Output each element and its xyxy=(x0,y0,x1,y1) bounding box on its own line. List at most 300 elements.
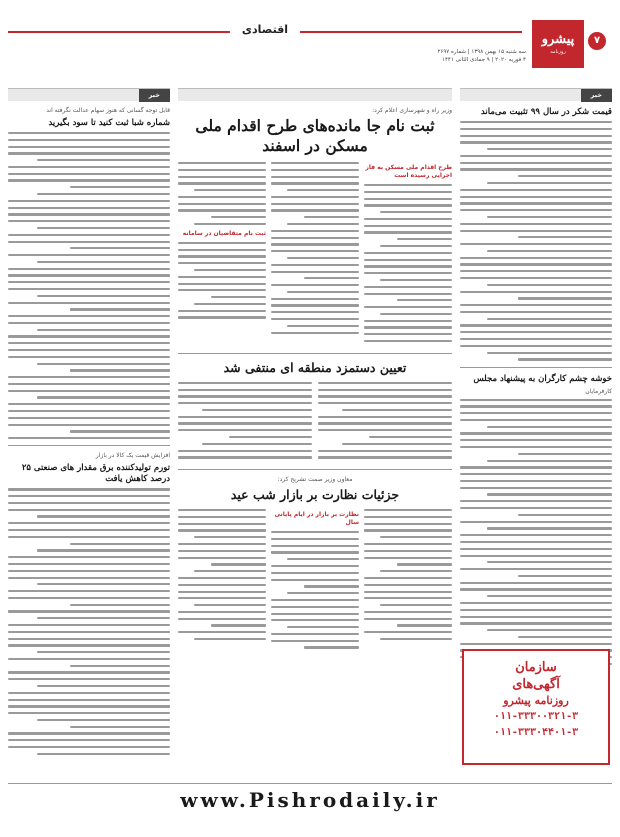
text-line xyxy=(460,291,612,293)
text-line xyxy=(178,456,312,458)
text-line xyxy=(271,298,359,300)
ad-title: سازمان xyxy=(515,660,557,675)
text-line xyxy=(460,568,612,570)
text-line xyxy=(229,436,312,438)
text-line xyxy=(37,193,170,195)
text-line xyxy=(8,146,170,148)
text-line xyxy=(178,509,266,511)
text-line xyxy=(178,316,266,318)
text-line xyxy=(369,436,452,438)
housing-highlight-2: ثبت نام متقاضیان در سامانه xyxy=(182,229,266,237)
text-line xyxy=(70,308,170,310)
text-line xyxy=(364,611,452,613)
text-line xyxy=(37,159,170,161)
text-line xyxy=(518,636,612,638)
text-line xyxy=(318,402,452,404)
text-line xyxy=(460,432,612,434)
text-line xyxy=(318,382,452,384)
text-line xyxy=(271,531,359,533)
text-line xyxy=(364,259,452,261)
sugar-price-headline[interactable]: قیمت شکر در سال ۹۹ تثبیت می‌ماند xyxy=(480,107,612,117)
text-line xyxy=(8,746,170,748)
text-line xyxy=(178,618,266,620)
text-line xyxy=(8,179,170,181)
text-line xyxy=(364,225,452,227)
text-line xyxy=(178,310,266,312)
text-line xyxy=(37,329,170,331)
text-line xyxy=(178,577,266,579)
text-line xyxy=(397,624,452,626)
text-line xyxy=(271,243,359,245)
news-tag-bar xyxy=(460,88,612,101)
text-line xyxy=(271,209,359,211)
text-line xyxy=(460,121,612,123)
text-line xyxy=(271,579,359,581)
text-line xyxy=(380,604,452,606)
text-line xyxy=(460,555,612,557)
text-line xyxy=(364,597,452,599)
text-line xyxy=(287,291,359,293)
text-line xyxy=(178,597,266,599)
text-line xyxy=(364,252,452,254)
text-line xyxy=(271,311,359,313)
text-line xyxy=(8,502,170,504)
text-line xyxy=(8,356,170,358)
text-line xyxy=(8,705,170,707)
text-line xyxy=(194,189,266,191)
text-line xyxy=(8,390,170,392)
text-line xyxy=(364,516,452,518)
text-line xyxy=(178,591,266,593)
text-line xyxy=(364,591,452,593)
text-line xyxy=(287,189,359,191)
text-line xyxy=(8,288,170,290)
text-line xyxy=(460,602,612,604)
text-line xyxy=(460,622,612,624)
text-line xyxy=(8,536,170,538)
section-bar xyxy=(8,20,522,44)
text-line xyxy=(397,238,452,240)
text-line xyxy=(271,545,359,547)
text-line xyxy=(460,311,612,313)
text-line xyxy=(178,242,266,244)
text-line xyxy=(37,753,170,755)
mid-top-rule xyxy=(178,88,452,101)
text-line xyxy=(460,189,612,191)
text-line xyxy=(178,516,266,518)
text-line xyxy=(364,529,452,531)
text-line xyxy=(364,198,452,200)
text-line xyxy=(37,583,170,585)
text-line xyxy=(318,429,452,431)
text-line xyxy=(37,261,170,263)
logo-text: پیشرو xyxy=(541,32,575,47)
text-line xyxy=(287,626,359,628)
text-line xyxy=(8,322,170,324)
text-line xyxy=(70,665,170,667)
text-line xyxy=(364,631,452,633)
text-line xyxy=(194,638,266,640)
text-line xyxy=(271,176,359,178)
text-line xyxy=(8,529,170,531)
text-line xyxy=(518,575,612,577)
text-line xyxy=(37,549,170,551)
text-line xyxy=(460,473,612,475)
text-line xyxy=(8,437,170,439)
text-line xyxy=(287,592,359,594)
text-line xyxy=(364,509,452,511)
text-line xyxy=(271,332,359,334)
shares-kicker: قابل توجه گسانی که هنوز سهام عدالت نگرفته اند xyxy=(46,107,170,114)
text-line xyxy=(460,324,612,326)
text-line xyxy=(460,223,612,225)
text-line xyxy=(8,315,170,317)
text-line xyxy=(8,281,170,283)
text-line xyxy=(8,624,170,626)
text-line xyxy=(271,619,359,621)
text-line xyxy=(8,342,170,344)
text-line xyxy=(380,245,452,247)
text-line xyxy=(364,218,452,220)
text-line xyxy=(178,169,266,171)
divider xyxy=(178,353,452,354)
text-line xyxy=(487,182,612,184)
text-line xyxy=(202,409,312,411)
text-line xyxy=(518,453,612,455)
left-column xyxy=(8,88,170,755)
text-line xyxy=(178,523,266,525)
text-line xyxy=(37,295,170,297)
text-line xyxy=(460,507,612,509)
text-line xyxy=(8,417,170,419)
text-line xyxy=(271,196,359,198)
text-line xyxy=(8,495,170,497)
text-line xyxy=(460,135,612,137)
text-line xyxy=(194,303,266,305)
text-line xyxy=(460,277,612,279)
text-line xyxy=(460,541,612,543)
text-line xyxy=(364,523,452,525)
text-line xyxy=(70,186,170,188)
text-line xyxy=(8,139,170,141)
newspaper-logo[interactable] xyxy=(532,20,584,68)
text-line xyxy=(70,430,170,432)
text-line xyxy=(287,223,359,225)
text-line xyxy=(304,216,359,218)
text-line xyxy=(37,515,170,517)
text-line xyxy=(271,613,359,615)
housing-kicker: وزیر راه و شهرسازی اعلام کرد: xyxy=(372,107,452,114)
text-line xyxy=(178,203,266,205)
text-line xyxy=(211,563,266,565)
text-line xyxy=(460,345,612,347)
text-line xyxy=(364,272,452,274)
inflation-headline[interactable]: تورم تولیدکننده برق مقدار های صنعتی ۲۵ درصد کاهش یافت xyxy=(21,463,170,485)
text-line xyxy=(460,439,612,441)
text-line xyxy=(487,148,612,150)
ad-title-2: آگهی‌های xyxy=(512,677,560,692)
text-line xyxy=(460,196,612,198)
text-line xyxy=(37,685,170,687)
text-line xyxy=(8,268,170,270)
text-line xyxy=(70,369,170,371)
section-title: اقتصادی xyxy=(230,23,300,36)
website-url[interactable]: www.Pishrodaily.ir xyxy=(8,783,612,815)
text-line xyxy=(8,638,170,640)
text-line xyxy=(518,297,612,299)
text-line xyxy=(364,550,452,552)
text-line xyxy=(460,168,612,170)
inflation-body xyxy=(8,488,170,755)
text-line xyxy=(380,211,452,213)
divider xyxy=(178,469,452,470)
text-line xyxy=(8,563,170,565)
text-line xyxy=(8,213,170,215)
text-line xyxy=(37,617,170,619)
text-line xyxy=(178,382,312,384)
text-line xyxy=(380,570,452,572)
text-line xyxy=(178,289,266,291)
text-line xyxy=(460,209,612,211)
text-line xyxy=(271,230,359,232)
text-line xyxy=(8,424,170,426)
text-line xyxy=(211,296,266,298)
text-line xyxy=(487,629,612,631)
text-line xyxy=(178,276,266,278)
text-line xyxy=(487,318,612,320)
text-line xyxy=(460,331,612,333)
text-line xyxy=(8,699,170,701)
text-line xyxy=(287,257,359,259)
text-line xyxy=(364,320,452,322)
text-line xyxy=(8,522,170,524)
text-line xyxy=(380,638,452,640)
text-line xyxy=(487,527,612,529)
text-line xyxy=(487,284,612,286)
text-line xyxy=(8,671,170,673)
text-line xyxy=(364,333,452,335)
text-line xyxy=(178,631,266,633)
text-line xyxy=(202,443,312,445)
text-line xyxy=(178,162,266,164)
text-line xyxy=(8,383,170,385)
text-line xyxy=(8,152,170,154)
text-line xyxy=(37,651,170,653)
text-line xyxy=(318,456,452,458)
text-line xyxy=(178,389,312,391)
text-line xyxy=(8,166,170,168)
text-line xyxy=(8,403,170,405)
text-line xyxy=(8,610,170,612)
text-line xyxy=(460,230,612,232)
text-line xyxy=(460,609,612,611)
text-line xyxy=(460,263,612,265)
text-line xyxy=(271,572,359,574)
text-line xyxy=(8,631,170,633)
text-line xyxy=(364,340,452,342)
text-line xyxy=(518,514,612,516)
news-tag: خبر xyxy=(581,89,612,102)
text-line xyxy=(271,264,359,266)
ad-phone-1[interactable]: ۰۱۱-۳۳۳۰۰۳۲۱-۳ xyxy=(493,711,579,722)
text-line xyxy=(460,548,612,550)
text-line xyxy=(460,162,612,164)
text-line xyxy=(271,250,359,252)
text-line xyxy=(8,274,170,276)
text-line xyxy=(178,557,266,559)
text-line xyxy=(37,719,170,721)
text-line xyxy=(487,595,612,597)
market-body xyxy=(178,509,452,653)
text-line xyxy=(178,283,266,285)
text-line xyxy=(178,402,312,404)
text-line xyxy=(8,692,170,694)
text-line xyxy=(487,460,612,462)
text-line xyxy=(271,162,359,164)
text-line xyxy=(178,611,266,613)
text-line xyxy=(271,271,359,273)
text-line xyxy=(271,640,359,642)
text-line xyxy=(8,200,170,202)
text-line xyxy=(271,565,359,567)
text-line xyxy=(397,563,452,565)
text-line xyxy=(380,536,452,538)
regional-wage-headline[interactable]: تعیین دستمزد منطقه ای منتفی شد xyxy=(223,359,407,375)
text-line xyxy=(178,182,266,184)
text-line xyxy=(8,712,170,714)
text-line xyxy=(487,561,612,563)
text-line xyxy=(178,176,266,178)
text-line xyxy=(178,196,266,198)
text-line xyxy=(364,306,452,308)
text-line xyxy=(460,446,612,448)
workers-headline[interactable]: خوشه چشم کارگران به پیشنهاد مجلس xyxy=(473,373,612,384)
text-line xyxy=(178,529,266,531)
page-number: ۷ xyxy=(588,32,606,50)
text-line xyxy=(8,570,170,572)
sugar-price-body xyxy=(460,121,612,361)
text-line xyxy=(364,265,452,267)
text-line xyxy=(178,395,312,397)
text-line xyxy=(8,658,170,660)
text-line xyxy=(342,409,452,411)
text-line xyxy=(194,536,266,538)
text-line xyxy=(460,412,612,414)
text-line xyxy=(8,597,170,599)
text-line xyxy=(380,313,452,315)
ad-phone-2[interactable]: ۰۱۱-۳۳۳۰۴۴۰۱-۳ xyxy=(493,727,579,738)
text-line xyxy=(460,466,612,468)
text-line xyxy=(304,646,359,648)
text-line xyxy=(70,604,170,606)
text-line xyxy=(487,426,612,428)
text-line xyxy=(8,207,170,209)
text-line xyxy=(460,405,612,407)
text-line xyxy=(364,293,452,295)
market-headline[interactable]: جزئیات نظارت بر بازار شب عید xyxy=(230,487,400,503)
text-line xyxy=(460,616,612,618)
shares-headline[interactable]: شماره شبا ثبت کنید تا سود بگیرید xyxy=(48,118,170,128)
inflation-kicker: افزایش قیمت یک کالا در بازار xyxy=(95,452,170,460)
text-line xyxy=(318,450,452,452)
text-line xyxy=(318,389,452,391)
text-line xyxy=(460,338,612,340)
text-line xyxy=(8,173,170,175)
text-line xyxy=(364,557,452,559)
text-line xyxy=(178,249,266,251)
text-line xyxy=(342,443,452,445)
text-line xyxy=(178,550,266,552)
text-line xyxy=(8,488,170,490)
text-line xyxy=(8,241,170,243)
text-line xyxy=(178,255,266,257)
text-line xyxy=(70,247,170,249)
text-line xyxy=(518,175,612,177)
text-line xyxy=(487,493,612,495)
issue-date-line-2: ۴ فوریه ۲۰۲۰ | ۹ جمادی الثانی ۱۴۴۱ xyxy=(442,57,526,63)
text-line xyxy=(364,204,452,206)
text-line xyxy=(271,169,359,171)
text-line xyxy=(178,584,266,586)
text-line xyxy=(271,538,359,540)
text-line xyxy=(194,223,266,225)
text-line xyxy=(460,582,612,584)
text-line xyxy=(178,416,312,418)
workers-subhead: کارفرمایان xyxy=(585,387,612,395)
issue-date-line: سه شنبه ۱۵ بهمن ۱۳۹۸ | شماره ۲۶۹۷ xyxy=(437,49,526,55)
text-line xyxy=(364,577,452,579)
text-line xyxy=(178,209,266,211)
text-line xyxy=(194,269,266,271)
news-tag-bar xyxy=(8,88,170,101)
news-tag: خبر xyxy=(139,89,170,102)
text-line xyxy=(8,678,170,680)
text-line xyxy=(460,243,612,245)
text-line xyxy=(178,262,266,264)
text-line xyxy=(8,577,170,579)
text-line xyxy=(460,588,612,590)
text-line xyxy=(70,726,170,728)
housing-headline[interactable]: ثبت نام جا مانده‌های طرح اقدام ملی مسکن در اسفند xyxy=(195,116,435,155)
text-line xyxy=(178,450,312,452)
text-line xyxy=(8,376,170,378)
logo-subtitle: روزنامه xyxy=(550,49,566,55)
text-line xyxy=(304,277,359,279)
housing-body xyxy=(178,162,452,347)
text-line xyxy=(271,599,359,601)
ad-title-3: روزنامه پیشرو xyxy=(503,694,569,707)
text-line xyxy=(460,487,612,489)
text-line xyxy=(271,237,359,239)
text-line xyxy=(37,396,170,398)
advertising-box[interactable] xyxy=(462,649,610,765)
text-line xyxy=(460,257,612,259)
housing-highlight-1: طرح اقدام ملی مسکن به فاز اجرایی رسیده است xyxy=(365,164,452,179)
text-line xyxy=(318,416,452,418)
text-line xyxy=(318,395,452,397)
text-line xyxy=(460,643,612,645)
text-line xyxy=(518,358,612,360)
text-line xyxy=(178,422,312,424)
text-line xyxy=(460,534,612,536)
text-line xyxy=(487,250,612,252)
text-line xyxy=(8,335,170,337)
text-line xyxy=(380,279,452,281)
text-line xyxy=(194,570,266,572)
text-line xyxy=(364,286,452,288)
text-line xyxy=(8,254,170,256)
text-line xyxy=(304,585,359,587)
